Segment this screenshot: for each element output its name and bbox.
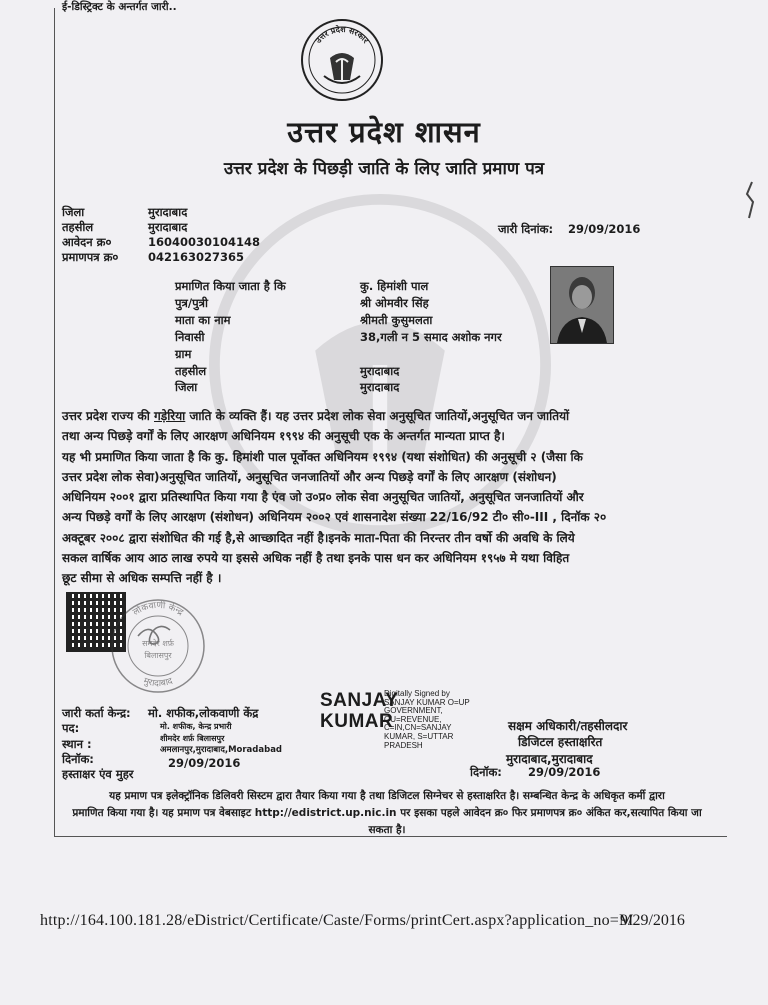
body-line-9: छूट सीमा से अधिक सम्पत्ति नहीं है । <box>62 571 222 586</box>
father-name-value: श्री ओमवीर सिंह <box>360 296 429 310</box>
district-label: जिला <box>62 205 85 219</box>
issuer-place-line2: अमलानपुर,मुरादाबाद,Moradabad <box>160 745 283 755</box>
digital-sign-name-line2: KUMAR <box>320 711 394 732</box>
person-district-value: मुरादाबाद <box>360 380 400 394</box>
issuer-centre-value: मो. शफीक,लोकवाणी केंद्र <box>148 706 259 720</box>
issuer-sign-label: हस्ताक्षर एंव मुहर <box>62 767 134 781</box>
svg-text:मुरादाबाद: मुरादाबाद <box>142 676 175 690</box>
certificate-body <box>62 406 674 589</box>
district-value: मुरादाबाद <box>148 205 188 219</box>
resident-label: निवासी <box>175 330 205 344</box>
resident-value: 38,गली न 5 समाद अशोक नगर <box>360 330 502 344</box>
issue-date-value: 29/09/2016 <box>568 222 641 236</box>
top-note: ई-डिस्ट्रिक्ट के अन्तर्गत जारी.. <box>62 1 177 13</box>
caste-name: गड़ेरिया <box>154 409 186 423</box>
tehsil-label: तहसील <box>62 220 94 234</box>
certificate-no-value: 042163027365 <box>148 250 245 264</box>
svg-text:बिलासपुर: बिलासपुर <box>144 651 172 660</box>
issuer-post-value: मो. शफीक, केन्द्र प्रभारी <box>160 722 232 731</box>
authority-date-value: 29/09/2016 <box>528 765 601 779</box>
body-line-7: अक्टूबर २००८ द्वारा संशोधित की गई है,से आच्छादित नहीं है।इनके माता-पिता की निरन्तर तीन वर्षो की अवधि के लिये <box>62 530 575 545</box>
person-tehsil-label: तहसील <box>175 364 207 378</box>
svg-text:उत्तर प्रदेश सरकार: उत्तर प्रदेश सरकार <box>313 24 371 46</box>
page-title: उत्तर प्रदेश शासन <box>287 115 481 149</box>
applicant-photo <box>550 266 614 344</box>
body-line-2: तथा अन्य पिछड़े वर्गों के लिए आरक्षण अधिनियम १९९४ की अनुसूची एक के अन्तर्गत मान्यता प्राप्त है। <box>62 429 505 444</box>
certificate-no-label: प्रमाणपत्र क्र० <box>62 250 119 264</box>
tehsil-value: मुरादाबाद <box>148 220 188 234</box>
up-emblem-icon <box>300 18 384 102</box>
authority-place: मुरादाबाद,मुरादाबाद <box>506 752 593 766</box>
parent-label: पुत्र/पुत्री <box>175 296 208 310</box>
digital-sign-name-line1: SANJAY <box>320 690 399 711</box>
issue-date-label: जारी दिनांक: <box>498 222 554 236</box>
body-line-1: उत्तर प्रदेश राज्य की गड़ेरिया जाति के व्यक्ति हैं। यह उत्तर प्रदेश लोक सेवा अनुसूचित जातियों,अनुसूचित जन जातियों <box>62 409 570 423</box>
body-person-name: कु. हिमांशी पाल <box>214 449 287 464</box>
svg-text:समदेर शर्फ़: समदेर शर्फ़ <box>142 639 174 648</box>
issuer-post-label: पद: <box>62 721 80 735</box>
print-date: 9/29/2016 <box>620 912 685 929</box>
mother-label: माता का नाम <box>175 313 231 327</box>
person-tehsil-value: मुरादाबाद <box>360 364 400 378</box>
print-url: http://164.100.181.28/eDistrict/Certificate/Caste/Forms/printCert.aspx?application_no=M <box>40 912 634 929</box>
authority-title: सक्षम अधिकारी/तहसीलदार <box>508 719 628 733</box>
seal-stamp-icon <box>108 596 208 696</box>
body-line-4: उत्तर प्रदेश लोक सेवा)अनुसूचित जातियों, अनुसूचित जनजातियों और अन्य पिछड़े वर्गों के लिए आरक्षण (संशोधन) <box>62 469 557 484</box>
issuer-date-label: दिनॉक: <box>62 752 94 766</box>
certified-label: प्रमाणित किया जाता है कि <box>175 279 286 293</box>
authority-sub: डिजिटल हस्ताक्षरित <box>518 735 603 749</box>
mother-name-value: श्रीमती कुसुमलता <box>360 313 433 327</box>
body-line-6: अन्य पिछड़े वर्गों के लिए आरक्षण (संशोधन) अधिनियम २००२ एवं शासनादेश संख्या 22/16/92 टी० सी०-III , दिनॉक २० <box>62 510 607 525</box>
body-line-5: अधिनियम २००१ द्वारा प्रतिस्थापित किया गया है एंव जो उ०प्र० लोक सेवा अनुसूचित जातियों, अनुसूचित जनजातियों और <box>62 490 584 505</box>
digital-sign-details: Digitally Signed by SANJAY KUMAR O=UP GOVERNMENT, OU=REVENUE, C=IN,CN=SANJAY KUMAR, S=UTTAR PRADESH <box>384 689 470 750</box>
application-no-label: आवेदन क्र० <box>62 235 112 249</box>
issuer-date-value: 29/09/2016 <box>168 756 241 770</box>
svg-text:लोकवाणी केन्द्र: लोकवाणी केन्द्र <box>131 600 185 619</box>
page-subtitle: उत्तर प्रदेश के पिछड़ी जाति के लिए जाति प्रमाण पत्र <box>223 159 545 179</box>
person-district-label: जिला <box>175 380 198 394</box>
edge-mark-icon <box>744 180 758 220</box>
village-label: ग्राम <box>175 347 192 361</box>
body-line-8: सकल वार्षिक आय आठ लाख रुपये या इससे अधिक नहीं है तथा इनके पास धन कर अधिनियम १९५७ मे यथा विहित <box>62 551 570 566</box>
issuer-place-line1: शीमदेर शर्फ़ बिलासपुर <box>160 734 225 743</box>
issuer-place-label: स्थान : <box>62 737 92 751</box>
certified-name-value: कु. हिमांशी पाल <box>360 279 429 293</box>
authority-date-label: दिनॉक: <box>470 765 502 779</box>
application-no-value: 16040030104148 <box>148 235 261 249</box>
footer-note: यह प्रमाण पत्र इलेक्ट्रॉनिक डिलिवरी सिस्टम द्वारा तैयार किया गया है तथा डिजिटल सिग्नेचर से हस्ताक्षरित है। सम्बन्धित केन्द्र के अधिकृत कर्मी द्वारा प्रमाणित किया गया है। यह प्रमाण पत्र वेबसाइट http://edistrict.up.nic.in पर इसका पहले आवेदन क्र० फिर प्रमाणपत्र क्र० अंकित कर,सत्यापित किया जा सकता है। <box>72 790 702 836</box>
issuer-centre-label: जारी कर्ता केन्द्र: <box>62 706 131 720</box>
body-line-3: यह भी प्रमाणित किया जाता है कि कु. हिमांशी पाल पूर्वोक्त अधिनियम १९९४ (यथा संशोधित) की अनुसूची २ (जैसा कि <box>62 449 583 464</box>
